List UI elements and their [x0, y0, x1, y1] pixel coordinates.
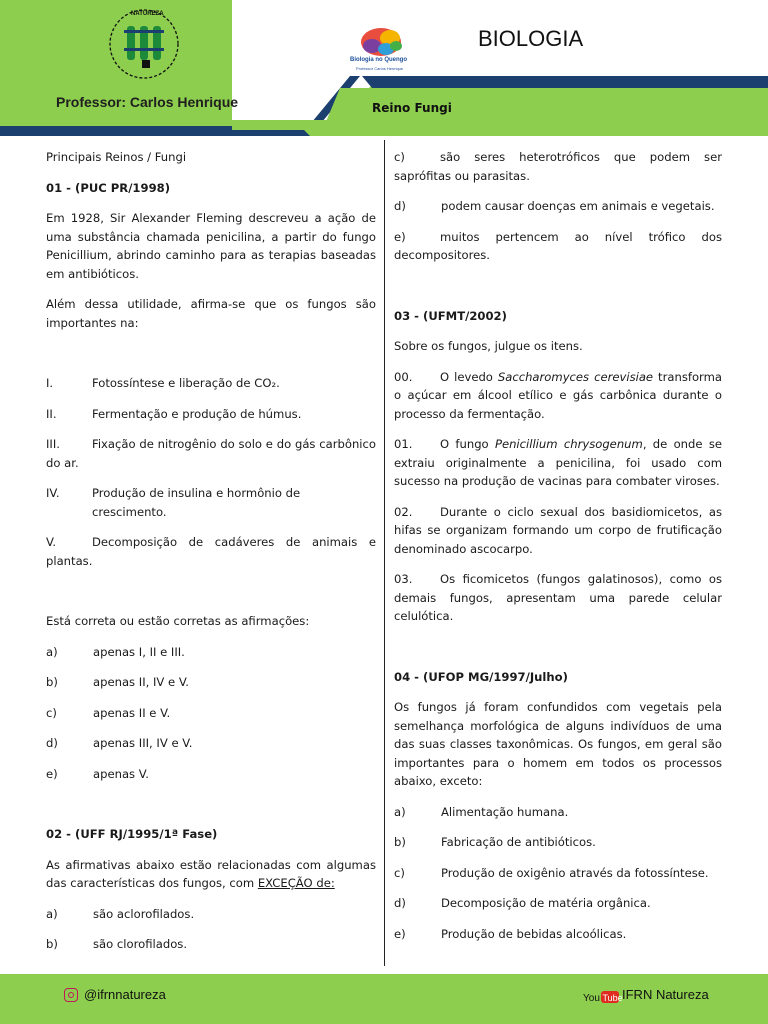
answer-option: [394, 197, 722, 216]
question-02-text-main: As afirmativas abaixo estão relacionadas com algumas das características dos fungos, com: [46, 857, 376, 890]
question-01-text: Em 1928, Sir Alexander Fleming descreveu a ação de uma substância chamada penicilina, a partir do fungo Penicillium, abrindo caminho para as terapias baseadas em antibióticos.: [46, 211, 376, 281]
option-letter: a): [46, 644, 58, 659]
professor-name: Professor: Carlos Henrique: [56, 94, 239, 110]
option-letter: e): [46, 766, 58, 781]
youtube-logo-text: Tube: [602, 993, 623, 1003]
instagram-handle[interactable]: @ifrnnatureza: [84, 987, 166, 1002]
option-text: Produção de bebidas alcoólicas.: [441, 926, 627, 941]
option-text: apenas I, II e III.: [93, 644, 185, 659]
option-text: são seres heterotróficos que podem ser saprófitas ou parasitas.: [394, 150, 722, 183]
option-letter: d): [46, 736, 58, 750]
answer-option: [46, 935, 376, 954]
item-text: Os ficomicetos (fungos galatinosos), como os demais fungos, apresentam uma parede celular celulótica.: [394, 572, 722, 623]
item-text: O fungo: [440, 437, 495, 451]
option-letter: c): [394, 150, 405, 164]
answer-option: [394, 925, 722, 944]
answer-option: [394, 894, 722, 913]
statement-item: [46, 405, 376, 424]
brand-subtitle: Professor Carlos Henrique: [356, 66, 404, 71]
instagram-icon[interactable]: [64, 988, 78, 1002]
option-text: Alimentação humana.: [441, 804, 569, 819]
answer-option: [46, 765, 376, 784]
item-number: 01.: [394, 437, 413, 451]
answer-option: [394, 148, 722, 185]
statement-text: Produção de insulina e hormônio de crescimento.: [92, 486, 301, 519]
judge-item: [394, 435, 722, 491]
option-letter: c): [394, 865, 405, 880]
item-text: transforma o açúcar em álcool etílico e gás carbônica durante o processo da fermentação.: [394, 369, 722, 421]
question-01-prompt: Além dessa utilidade, afirma-se que os fungos são importantes na:: [46, 297, 376, 330]
question-02-exception: EXCEÇÃO de:: [257, 876, 335, 890]
question-01-title: 01 - (PUC PR/1998): [46, 180, 170, 195]
option-text: Decomposição de matéria orgânica.: [441, 896, 651, 910]
option-letter: a): [46, 906, 58, 921]
answer-option: [46, 704, 376, 723]
answer-option: [46, 673, 376, 692]
item-number: 02.: [394, 504, 413, 519]
statement-text: Fixação de nitrogênio do solo e do gás carbônico do ar.: [46, 437, 376, 470]
question-03-prompt: Sobre os fungos, julgue os itens.: [394, 339, 583, 353]
statement-number: IV.: [46, 486, 60, 500]
statement-text: Fotossíntese e liberação de CO₂.: [92, 376, 280, 390]
statement-item: [46, 533, 376, 570]
left-column: [46, 148, 376, 954]
item-number: 00.: [394, 369, 413, 384]
species-name: Saccharomyces cerevisiae: [497, 369, 654, 384]
option-text: apenas II, IV e V.: [93, 675, 189, 689]
answer-option: [46, 734, 376, 753]
answer-option: [394, 833, 722, 852]
question-02-text: [46, 856, 376, 893]
statement-item: [46, 435, 376, 472]
option-text: muitos pertencem ao nível trófico dos decompositores.: [394, 229, 722, 262]
statement-number: III.: [46, 437, 60, 451]
judge-item: [394, 503, 722, 559]
option-letter: e): [394, 926, 406, 941]
question-03-title: 03 - (UFMT/2002): [394, 308, 507, 323]
statement-number: V.: [46, 535, 57, 549]
question-01-ask: Está correta ou estão corretas as afirmações:: [46, 614, 310, 628]
statement-number: I.: [46, 376, 54, 390]
item-text: O levedo: [440, 369, 498, 384]
answer-option: [394, 228, 722, 265]
youtube-channel[interactable]: IFRN Natureza: [622, 987, 709, 1002]
option-letter: c): [46, 705, 57, 720]
statement-item: [46, 484, 376, 521]
item-text: , de onde se extraiu originalmente a penicilina, foi usado com sucesso na produção de vacinas para combater viroses.: [394, 437, 722, 488]
section-heading: Principais Reinos / Fungi: [46, 150, 187, 164]
statement-item: [46, 374, 376, 393]
option-text: Produção de oxigênio através da fotossíntese.: [441, 865, 709, 880]
column-divider: [384, 140, 385, 966]
answer-option: [394, 803, 722, 822]
species-name: Penicillium chrysogenum: [494, 437, 643, 451]
option-text: podem causar doenças em animais e vegetais.: [441, 199, 715, 213]
option-letter: d): [394, 896, 406, 910]
option-text: apenas II e V.: [93, 705, 171, 720]
option-text: são clorofilados.: [93, 937, 188, 951]
option-letter: e): [394, 229, 406, 244]
option-letter: b): [46, 675, 58, 689]
item-text: Durante o ciclo sexual dos basidiomicetos, as hifas se organizam formando um corpo de frutificação denominado ascocarpo.: [394, 504, 722, 556]
option-letter: a): [394, 804, 406, 819]
option-letter: d): [394, 199, 406, 213]
judge-item: [394, 570, 722, 626]
option-letter: b): [46, 937, 58, 951]
option-text: são aclorofilados.: [93, 906, 195, 921]
right-column: [394, 148, 722, 943]
option-letter: b): [394, 835, 406, 849]
answer-option: [394, 864, 722, 883]
answer-option: [46, 643, 376, 662]
svg-text:You: You: [583, 993, 600, 1004]
judge-item: [394, 368, 722, 424]
question-02-title: 02 - (UFF RJ/1995/1ª Fase): [46, 827, 218, 841]
logo-text: NATUREZA: [131, 11, 164, 17]
question-04-title: 04 - (UFOP MG/1997/Julho): [394, 669, 568, 684]
statement-text: Decomposição de cadáveres de animais e plantas.: [46, 535, 376, 568]
natureza-logo-icon: [108, 8, 180, 80]
option-text: apenas III, IV e V.: [93, 736, 193, 750]
brand-title: Biologia no Quengo: [350, 57, 407, 63]
answer-option: [46, 905, 376, 924]
option-text: apenas V.: [93, 766, 149, 781]
youtube-icon[interactable]: [583, 990, 623, 1004]
question-04-text: Os fungos já foram confundidos com vegetais pela semelhança morfológica de alguns indivíduos de uma das suas classes taxonômicas. Os fungos, em geral são importantes para o homem em todos os processos abaixo, exceto:: [394, 700, 722, 788]
option-text: Fabricação de antibióticos.: [441, 835, 596, 849]
statement-text: Fermentação e produção de húmus.: [92, 406, 302, 421]
topic-title: Reino Fungi: [372, 101, 452, 115]
subject-title: BIOLOGIA: [478, 26, 584, 51]
statement-number: II.: [46, 406, 57, 421]
item-number: 03.: [394, 572, 413, 586]
